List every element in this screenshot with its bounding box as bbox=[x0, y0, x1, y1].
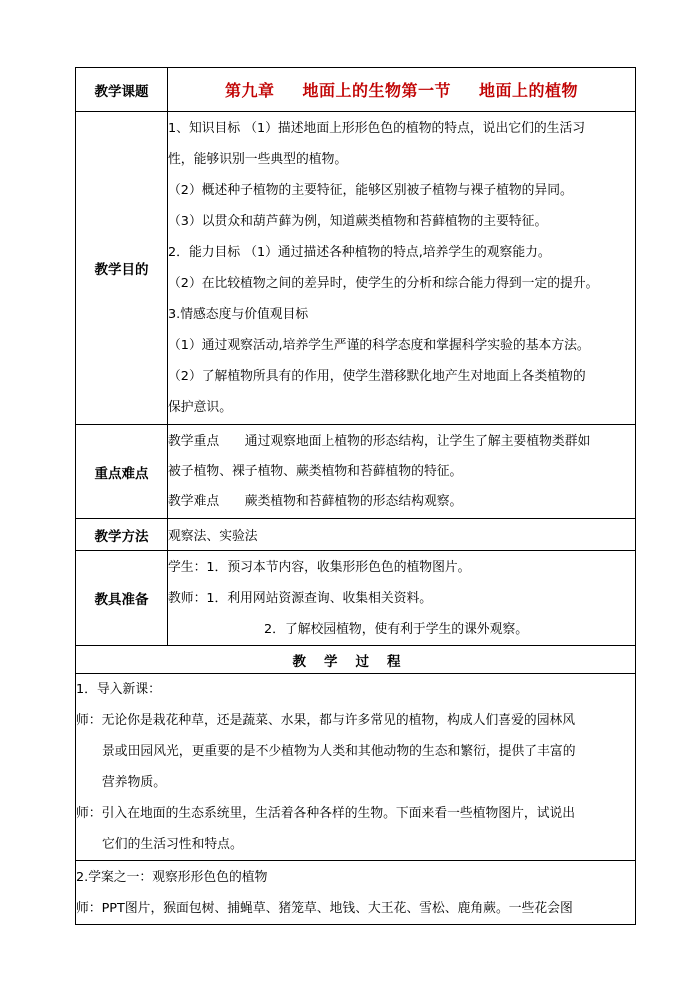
method-label: 教学方法 bbox=[76, 519, 168, 551]
objective-line: 性，能够识别一些典型的植物。 bbox=[168, 152, 348, 167]
process-intro bbox=[76, 674, 636, 861]
objectives-content bbox=[168, 112, 636, 425]
process-line: 师：PPT图片，猴面包树、捕蝇草、猪笼草、地钱、大王花、雪松、鹿角蕨。一些花会图 bbox=[76, 900, 573, 916]
keypoints-content bbox=[168, 425, 636, 519]
process-block-1 bbox=[76, 674, 636, 861]
keypoints-label: 重点难点 bbox=[76, 425, 168, 519]
objectives-label: 教学目的 bbox=[76, 112, 168, 425]
objective-line: （2）在比较植物之间的差异时，使学生的分析和综合能力得到一定的提升。 bbox=[168, 276, 599, 291]
keypoint-line: 教学难点 蕨类植物和苔藓植物的形态结构观察。 bbox=[168, 493, 463, 509]
process-line: 它们的生活习性和特点。 bbox=[102, 837, 243, 852]
preparation-label: 教具准备 bbox=[76, 551, 168, 646]
method-content: 观察法、实验法 bbox=[168, 519, 636, 551]
preparation-row bbox=[76, 551, 636, 646]
process-line: 师：引入在地面的生态系统里，生活着各种各样的生物。下面来看一些植物图片，试说出 bbox=[76, 806, 576, 821]
objective-line: 2．能力目标 （1）通过描述各种植物的特点,培养学生的观察能力。 bbox=[168, 245, 551, 260]
process-line: 1．导入新课： bbox=[76, 682, 161, 697]
preparation-content bbox=[168, 551, 636, 646]
method-row bbox=[76, 519, 636, 551]
topic-row bbox=[76, 68, 636, 112]
objective-line: （1）通过观察活动,培养学生严谨的科学态度和掌握科学实验的基本方法。 bbox=[168, 338, 590, 353]
process-line: 景或田园风光，更重要的是不少植物为人类和其他动物的生态和繁衍，提供了丰富的 bbox=[102, 744, 576, 759]
lesson-plan-table bbox=[75, 67, 636, 925]
keypoint-line: 教学重点 通过观察地面上植物的形态结构，让学生了解主要植物类群如 bbox=[168, 433, 591, 449]
objective-line: 3.情感态度与价值观目标 bbox=[168, 307, 309, 322]
objective-line: 1、知识目标 （1）描述地面上形形色色的植物的特点，说出它们的生活习 bbox=[168, 121, 586, 136]
process-heading: 教学过程 bbox=[76, 646, 636, 674]
process-line: 2.学案之一：观察形形色色的植物 bbox=[76, 869, 268, 885]
process-line: 营养物质。 bbox=[102, 775, 166, 790]
preparation-line: 教师：1．利用网站资源查询、收集相关资料。 bbox=[168, 590, 433, 606]
objective-line: （3）以贯众和葫芦藓为例，知道蕨类植物和苔藓植物的主要特征。 bbox=[168, 214, 548, 229]
objective-line: 保护意识。 bbox=[168, 400, 232, 415]
keypoints-row bbox=[76, 425, 636, 519]
process-block-2 bbox=[76, 861, 636, 925]
objectives-row bbox=[76, 112, 636, 425]
process-line: 师：无论你是栽花种草，还是蔬菜、水果，都与许多常见的植物，构成人们喜爱的园林风 bbox=[76, 713, 576, 728]
lesson-title bbox=[168, 68, 636, 112]
objective-line: （2）概述种子植物的主要特征，能够区别被子植物与裸子植物的异同。 bbox=[168, 183, 573, 198]
topic-title: 地面上的植物 bbox=[479, 81, 579, 100]
process-heading-row bbox=[76, 646, 636, 674]
preparation-line: 2．了解校园植物，使有利于学生的课外观察。 bbox=[264, 621, 529, 637]
objective-line: （2）了解植物所具有的作用，使学生潜移默化地产生对地面上各类植物的 bbox=[168, 369, 586, 384]
chapter-title: 第九章 bbox=[224, 81, 275, 100]
keypoint-line: 被子植物、裸子植物、蕨类植物和苔藓植物的特征。 bbox=[168, 463, 463, 479]
topic-label: 教学课题 bbox=[76, 68, 168, 112]
process-activity bbox=[76, 861, 636, 925]
preparation-line: 学生：1．预习本节内容，收集形形色色的植物图片。 bbox=[168, 559, 471, 575]
section-title: 地面上的生物第一节 bbox=[302, 81, 451, 100]
